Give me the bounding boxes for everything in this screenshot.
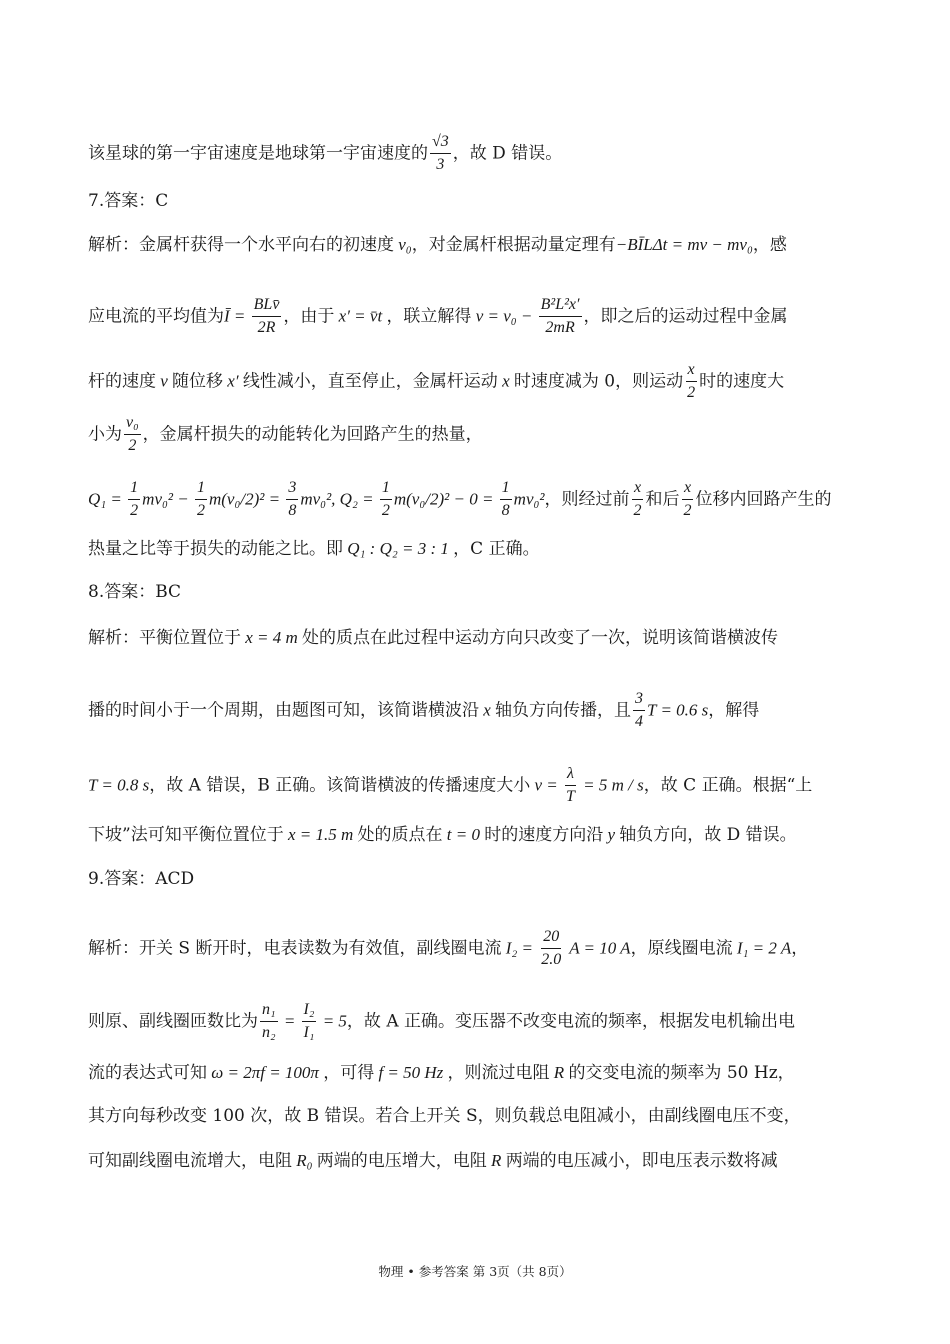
math-expression: ω = 2πf = 100π xyxy=(207,1063,324,1082)
text-run: 则原、副线圈匝数比为 xyxy=(88,1011,258,1032)
text-line xyxy=(88,479,863,521)
fraction-numerator: 3 xyxy=(286,479,298,500)
math-expression: R xyxy=(549,1063,569,1082)
fraction-denominator: 3 xyxy=(436,156,445,174)
fraction-denominator: 2 xyxy=(683,502,692,520)
fraction xyxy=(685,361,697,403)
text-run: 处的质点在 xyxy=(357,825,443,845)
math-expression: x′ xyxy=(223,371,243,391)
math-expression: T = 0.8 s xyxy=(88,775,150,795)
fraction xyxy=(286,479,298,521)
text-run: ，C 正确。 xyxy=(453,539,540,559)
fraction xyxy=(500,479,512,521)
text-line xyxy=(88,361,863,403)
text-run: 轴负方向，故 D 错误。 xyxy=(619,825,797,845)
text-run: 流的表达式可知 xyxy=(88,1063,207,1083)
fraction xyxy=(430,133,451,175)
math-expression: v xyxy=(156,371,173,391)
fraction-numerator: √3 xyxy=(430,133,451,154)
text-run: 线性减小，直至停止，金属杆运动 xyxy=(242,371,498,392)
text-run: 其方向每秒改变 100 次，故 B 错误。若合上开关 S，则负载总电阻减小，由副线圈电压不变， xyxy=(88,1106,801,1126)
fraction xyxy=(564,765,577,807)
text-run: ，故 A 正确。变压器不改变电流的频率，根据发电机输出电 xyxy=(346,1011,796,1032)
fraction-numerator: λ xyxy=(565,765,576,786)
math-expression: = xyxy=(279,1011,300,1031)
text-run: 7.答案：C xyxy=(88,191,169,211)
text-line xyxy=(88,584,863,601)
fraction-denominator: n₂ xyxy=(262,1024,276,1042)
math-expression: = 5 m / s xyxy=(578,775,644,795)
page-footer: 物理 • 参考答案 第 3页（共 8页） xyxy=(378,1264,572,1279)
fraction-denominator: 2.0 xyxy=(541,951,562,969)
math-expression: y xyxy=(603,825,620,844)
text-run: ，由于 xyxy=(283,306,335,327)
fraction xyxy=(252,296,282,338)
text-run: ，故 A 错误，B 正确。该简谐横波的传播速度大小 xyxy=(149,775,531,796)
text-run: ，即之后的运动过程中金属 xyxy=(583,306,788,327)
fraction xyxy=(302,1001,317,1043)
fraction-numerator: x xyxy=(682,479,693,500)
text-run: ，故 C 正确。根据“上 xyxy=(643,775,813,796)
fraction-denominator: 2 xyxy=(381,502,390,520)
fraction-numerator: v₀ xyxy=(124,414,141,435)
text-line xyxy=(88,1001,863,1043)
text-run: 的交变电流的频率为 50 Hz， xyxy=(568,1063,795,1083)
math-expression: x xyxy=(479,700,496,720)
fraction-denominator: 2 xyxy=(130,502,139,520)
math-expression: v = v₀ − xyxy=(471,306,537,326)
fraction-numerator: 20 xyxy=(541,928,561,949)
text-run: 解析：金属杆获得一个水平向右的初速度 xyxy=(88,235,394,255)
math-expression: R xyxy=(486,1151,506,1170)
math-expression: m(v₀/2)² = xyxy=(208,489,285,509)
fraction-numerator: x xyxy=(686,361,697,382)
fraction xyxy=(124,414,141,456)
fraction xyxy=(539,296,582,338)
math-expression: I₂ = xyxy=(501,938,538,958)
text-run: 位移内回路产生的 xyxy=(695,489,832,510)
math-expression: x = 4 m xyxy=(241,628,303,647)
fraction-denominator: 8 xyxy=(288,502,297,520)
text-line xyxy=(88,765,863,807)
fraction xyxy=(682,479,694,521)
math-expression: I₁ = 2 A xyxy=(732,938,792,958)
text-run: 小为 xyxy=(88,424,122,445)
math-expression: mv₀², Q₂ = xyxy=(300,489,378,509)
text-line xyxy=(88,1108,863,1125)
math-expression: mv₀² − xyxy=(142,489,193,509)
text-run: 处的质点在此过程中运动方向只改变了一次，说明该简谐横波传 xyxy=(302,628,779,648)
math-expression: T = 0.6 s xyxy=(647,700,709,720)
math-expression: mv₀² xyxy=(513,489,545,509)
fraction-numerator: BLv̄ xyxy=(252,296,282,317)
math-expression: Ī = xyxy=(224,306,250,326)
math-expression: Q₁ = xyxy=(88,489,127,509)
text-run: 应电流的平均值为 xyxy=(88,306,224,327)
math-expression: v₀ xyxy=(394,235,412,254)
fraction-denominator: 2 xyxy=(128,437,137,455)
fraction-denominator: I₁ xyxy=(303,1024,315,1042)
text-line xyxy=(88,1152,863,1170)
text-run: 轴负方向传播，且 xyxy=(495,700,632,721)
text-run: 时的速度方向沿 xyxy=(484,825,604,845)
math-expression: x′ = v̄t xyxy=(334,306,387,326)
text-run: ，故 D 错误。 xyxy=(452,143,563,164)
fraction xyxy=(632,479,644,521)
text-run: ，金属杆损失的动能转化为回路产生的热量， xyxy=(142,424,483,445)
math-expression: = 5 xyxy=(318,1011,347,1031)
text-line xyxy=(88,540,863,558)
math-expression: Q₁ : Q₂ = 3 : 1 xyxy=(343,539,454,558)
math-expression: R₀ xyxy=(292,1151,317,1170)
text-run: 时速度减为 0，则运动 xyxy=(513,371,684,392)
text-run: ，则经过前 xyxy=(544,489,630,510)
fraction-numerator: x xyxy=(632,479,643,500)
fraction-denominator: 2 xyxy=(196,502,205,520)
text-line xyxy=(88,296,863,338)
text-run: 解析：平衡位置位于 xyxy=(88,628,241,648)
text-line xyxy=(88,928,863,970)
math-expression: x xyxy=(497,371,514,391)
text-run: 两端的电压减小，即电压表示数将减 xyxy=(505,1151,778,1171)
text-line xyxy=(88,1064,863,1082)
text-run: 9.答案：ACD xyxy=(88,869,195,889)
math-expression: −BĪLΔt = mv − mv₀ xyxy=(615,235,753,254)
text-run: ，可得 xyxy=(323,1063,375,1083)
math-expression: A = 10 A xyxy=(565,938,631,958)
text-run: 下坡”法可知平衡位置位于 xyxy=(88,825,284,845)
text-line xyxy=(88,690,863,732)
fraction-denominator: 8 xyxy=(501,502,510,520)
text-run: ，对金属杆根据动量定理有 xyxy=(411,235,616,255)
text-run: ， xyxy=(791,938,809,959)
fraction xyxy=(260,1001,278,1043)
text-line xyxy=(88,414,863,456)
text-run: 该星球的第一宇宙速度是地球第一宇宙速度的 xyxy=(88,143,428,164)
text-run: ，联立解得 xyxy=(386,306,472,327)
fraction-denominator: T xyxy=(566,788,575,806)
text-line xyxy=(88,193,863,210)
fraction-numerator: n₁ xyxy=(260,1001,278,1022)
fraction xyxy=(539,928,563,970)
fraction-denominator: 2 xyxy=(633,502,642,520)
text-run: 热量之比等于损失的动能之比。即 xyxy=(88,539,343,559)
text-run: 和后 xyxy=(645,489,680,510)
text-run: 解析：开关 S 断开时，电表读数为有效值，副线圈电流 xyxy=(88,938,502,959)
text-run: ，则流过电阻 xyxy=(447,1063,550,1083)
fraction-denominator: 4 xyxy=(635,713,644,731)
text-run: 两端的电压增大，电阻 xyxy=(316,1151,487,1171)
text-run: 播的时间小于一个周期，由题图可知，该简谐横波沿 xyxy=(88,700,479,721)
text-line xyxy=(88,826,863,844)
fraction-numerator: 3 xyxy=(633,690,645,711)
text-run: ，解得 xyxy=(708,700,760,721)
math-expression: v = xyxy=(530,775,563,795)
fraction-numerator: 1 xyxy=(128,479,140,500)
fraction-numerator: I₂ xyxy=(302,1001,317,1022)
fraction-numerator: B²L²x′ xyxy=(539,296,582,317)
fraction-numerator: 1 xyxy=(500,479,512,500)
fraction xyxy=(380,479,392,521)
math-expression: t = 0 xyxy=(442,825,485,844)
fraction-denominator: 2R xyxy=(257,319,276,337)
text-run: 可知副线圈电流增大，电阻 xyxy=(88,1151,292,1171)
fraction-denominator: 2 xyxy=(687,384,696,402)
fraction xyxy=(633,690,645,732)
math-expression: f = 50 Hz xyxy=(374,1063,448,1082)
text-run: 随位移 xyxy=(172,371,224,392)
text-line xyxy=(88,236,863,254)
fraction xyxy=(195,479,207,521)
math-expression: m(v₀/2)² − 0 = xyxy=(393,489,498,509)
text-line xyxy=(88,629,863,647)
fraction-denominator: 2mR xyxy=(545,319,575,337)
text-run: ，感 xyxy=(752,235,787,255)
text-line xyxy=(88,871,863,888)
text-run: 8.答案：BC xyxy=(88,582,182,602)
fraction-numerator: 1 xyxy=(380,479,392,500)
fraction-numerator: 1 xyxy=(195,479,207,500)
text-run: 杆的速度 xyxy=(88,371,156,392)
text-run: 时的速度大 xyxy=(699,371,785,392)
text-line xyxy=(88,133,863,175)
text-run: ，原线圈电流 xyxy=(630,938,733,959)
fraction xyxy=(128,479,140,521)
math-expression: x = 1.5 m xyxy=(283,825,358,844)
